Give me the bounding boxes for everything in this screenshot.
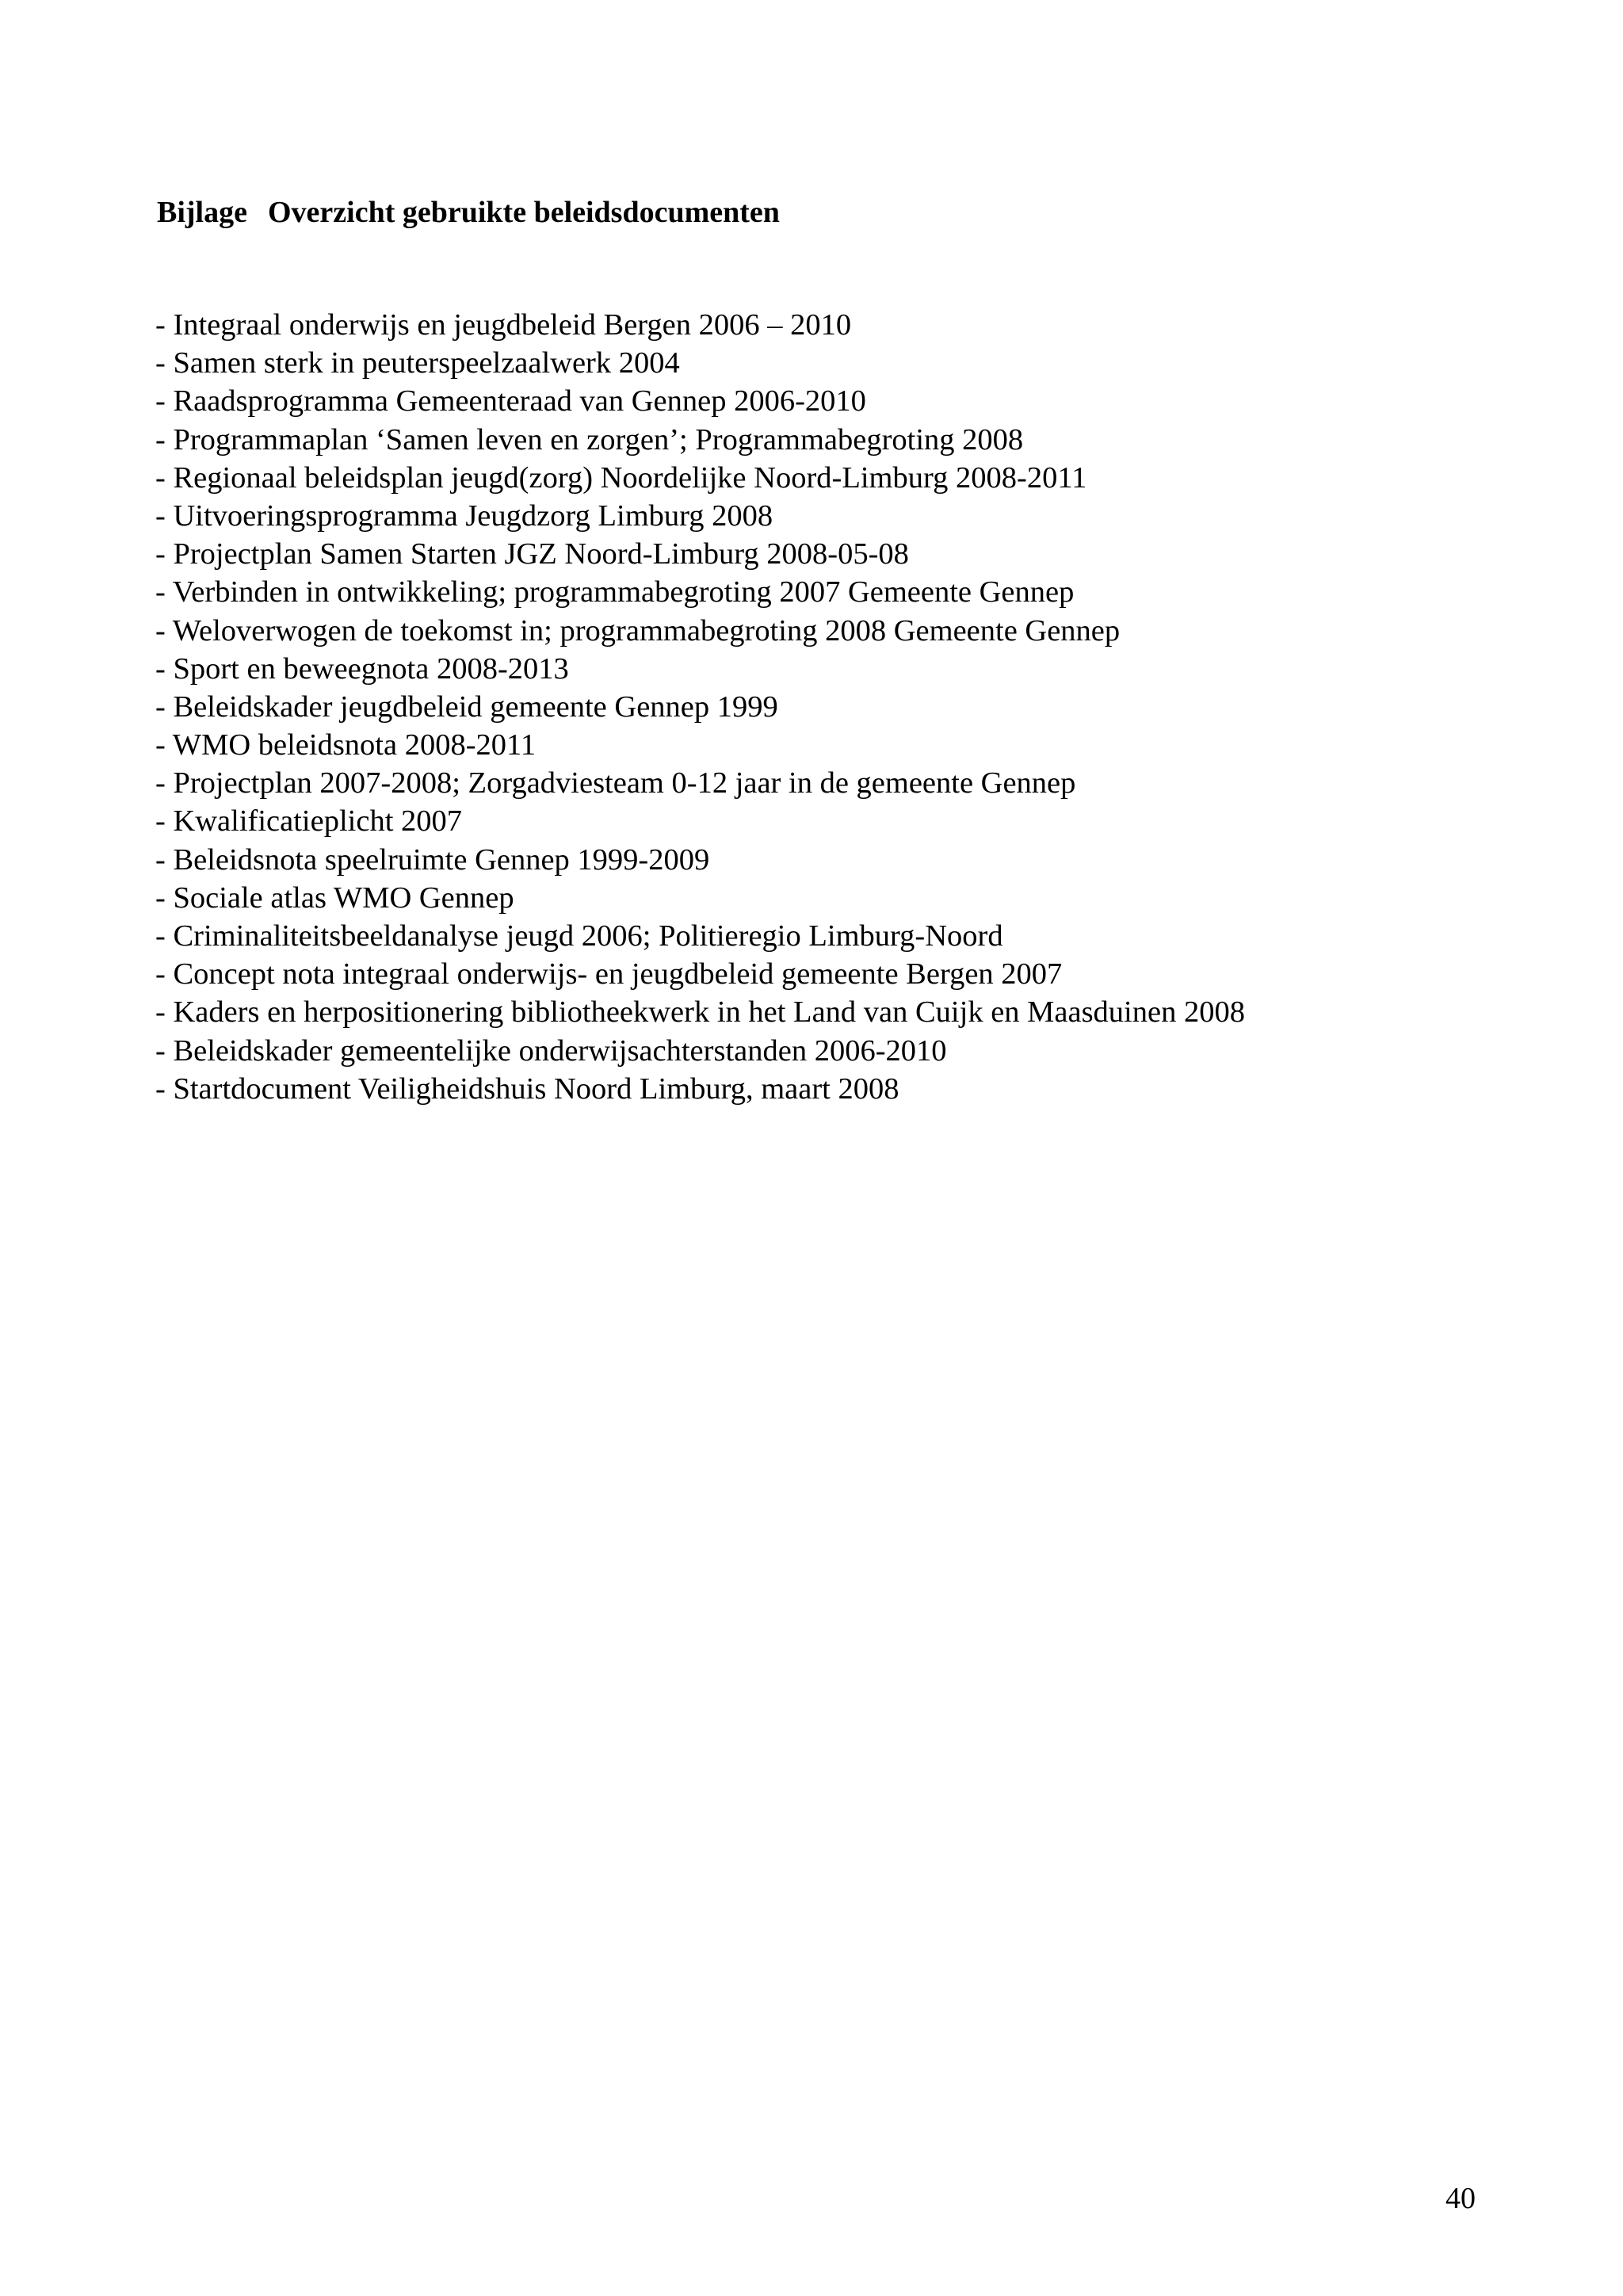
heading-label: Bijlage [157,196,247,229]
list-item: - Uitvoeringsprogramma Jeugdzorg Limburg 2008 [155,499,773,533]
list-item: - Integraal onderwijs en jeugdbeleid Bergen 2006 – 2010 [155,308,852,342]
list-item: - Projectplan 2007-2008; Zorgadviesteam 0-12 jaar in de gemeente Gennep [155,766,1076,800]
heading-title: Overzicht gebruikte beleidsdocumenten [267,196,780,229]
page-number: 40 [1445,2182,1476,2215]
list-item: - Samen sterk in peuterspeelzaalwerk 2004 [155,346,680,380]
list-item: - Sociale atlas WMO Gennep [155,881,514,915]
list-item: - Kaders en herpositionering bibliotheekwerk in het Land van Cuijk en Maasduinen 2008 [155,995,1245,1030]
list-item: - WMO beleidsnota 2008-2011 [155,728,537,762]
list-item: - Startdocument Veiligheidshuis Noord Limburg, maart 2008 [155,1072,899,1106]
list-item: - Projectplan Samen Starten JGZ Noord-Limburg 2008-05-08 [155,537,909,571]
list-item: - Raadsprogramma Gemeenteraad van Gennep 2006-2010 [155,384,866,418]
list-item: - Beleidskader gemeentelijke onderwijsachterstanden 2006-2010 [155,1033,947,1068]
list-item: - Beleidsnota speelruimte Gennep 1999-2009 [155,842,710,877]
document-list [155,306,1245,1108]
list-item: - Beleidskader jeugdbeleid gemeente Gennep 1999 [155,690,778,724]
list-item: - Criminaliteitsbeeldanalyse jeugd 2006; Politieregio Limburg-Noord [155,919,1003,953]
list-item: - Sport en beweegnota 2008-2013 [155,651,569,686]
list-item: - Weloverwogen de toekomst in; programmabegroting 2008 Gemeente Gennep [155,613,1121,648]
list-item: - Verbinden in ontwikkeling; programmabegroting 2007 Gemeente Gennep [155,575,1075,609]
list-item: - Kwalificatieplicht 2007 [155,804,463,839]
list-item: - Concept nota integraal onderwijs- en jeugdbeleid gemeente Bergen 2007 [155,957,1063,991]
list-item: - Regionaal beleidsplan jeugd(zorg) Noordelijke Noord-Limburg 2008-2011 [155,460,1087,495]
list-item: - Programmaplan ‘Samen leven en zorgen’; Programmabegroting 2008 [155,422,1024,457]
page-heading [157,193,780,231]
